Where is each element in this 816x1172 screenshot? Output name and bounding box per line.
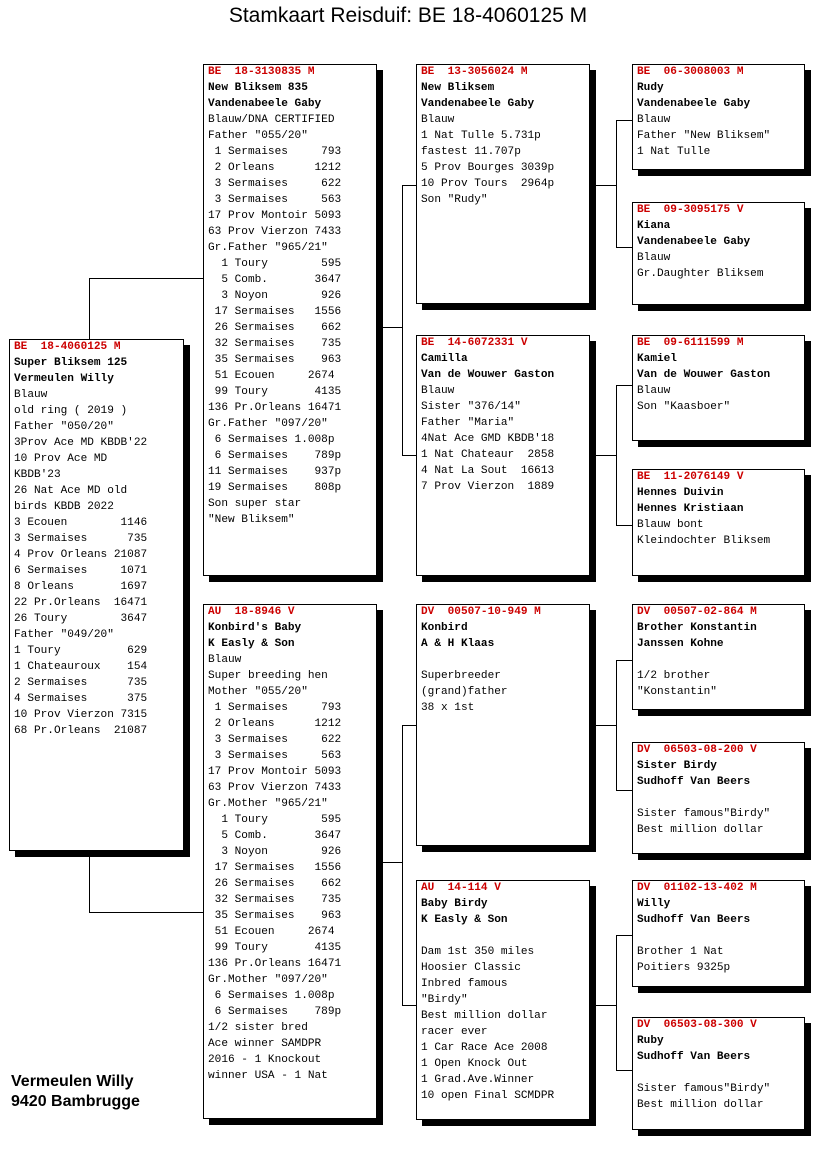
info-line: 17 Prov Montoir 5093 — [208, 766, 342, 778]
info-line: 1 Sermaises 793 — [208, 146, 342, 158]
info-line: 3 Sermaises 735 — [14, 533, 148, 545]
info-line: 22 Pr.Orleans 16471 — [14, 597, 148, 609]
pigeon-card — [416, 604, 590, 846]
info-line: 1 Nat Chateaur 2858 — [421, 449, 555, 461]
connector-line — [402, 725, 416, 726]
info-line: 4 Prov Orleans 21087 — [14, 549, 148, 561]
pigeon-card — [203, 64, 377, 576]
info-line — [421, 928, 585, 944]
info-line: 1 Open Knock Out — [421, 1058, 528, 1070]
info-line: Gr.Mother "097/20" — [208, 974, 328, 986]
info-line: 99 Toury 4135 — [208, 386, 342, 398]
info-line: 1 Toury 595 — [208, 814, 342, 826]
info-line: 3 Ecouen 1146 — [14, 517, 148, 529]
info-line: Poitiers 9325p — [637, 962, 731, 974]
info-line: Father "049/20" — [14, 629, 114, 641]
info-line: racer ever — [421, 1026, 488, 1038]
pigeon-name: Hennes Duivin — [637, 487, 724, 499]
info-line: Best million dollar — [637, 824, 764, 836]
info-line: 7 Prov Vierzon 1889 — [421, 481, 555, 493]
info-line: 63 Prov Vierzon 7433 — [208, 782, 342, 794]
info-line: Superbreeder — [421, 670, 501, 682]
info-line: 2 Orleans 1212 — [208, 718, 342, 730]
owner-name: K Easly & Son — [421, 914, 508, 926]
connector-line — [616, 660, 632, 661]
info-line: Dam 1st 350 miles — [421, 946, 535, 958]
connector-line — [616, 660, 617, 790]
info-line: Sister famous"Birdy" — [637, 808, 771, 820]
owner-name: Vandenabeele Gaby — [637, 98, 751, 110]
info-line: Best million dollar — [637, 1099, 764, 1111]
connector-line — [596, 725, 616, 726]
info-line — [637, 790, 800, 806]
ring-number: BE 09-3095175 V — [637, 204, 744, 216]
owner-name: A & H Klaas — [421, 638, 495, 650]
connector-line — [89, 278, 203, 279]
info-line: 136 Pr.Orleans 16471 — [208, 402, 342, 414]
info-line: 63 Prov Vierzon 7433 — [208, 226, 342, 238]
ring-number: BE 06-3008003 M — [637, 66, 744, 78]
info-line: Mother "055/20" — [208, 686, 308, 698]
pigeon-name: Konbird's Baby — [208, 622, 302, 634]
connector-line — [616, 120, 632, 121]
connector-line — [402, 455, 416, 456]
info-line: 6 Sermaises 1.008p — [208, 990, 335, 1002]
info-line: Blauw — [208, 654, 242, 666]
owner-name: Sudhoff Van Beers — [637, 1051, 751, 1063]
info-line: Blauw — [637, 252, 671, 264]
ring-number: DV 06503-08-200 V — [637, 744, 757, 756]
info-line — [637, 1065, 800, 1081]
pigeon-name: Camilla — [421, 353, 468, 365]
info-line: KBDB'23 — [14, 469, 61, 481]
ring-number: BE 09-6111599 M — [637, 337, 744, 349]
info-line: Son super star — [208, 498, 302, 510]
info-line: 10 Prov Tours 2964p — [421, 178, 555, 190]
pigeon-card — [632, 604, 805, 710]
connector-line — [402, 725, 403, 1005]
info-line: 26 Sermaises 662 — [208, 322, 342, 334]
pigeon-card — [416, 880, 590, 1120]
connector-line — [596, 1005, 616, 1006]
pigeon-name: Ruby — [637, 1035, 664, 1047]
pigeon-card — [416, 64, 590, 304]
info-line: Gr.Daughter Bliksem — [637, 268, 764, 280]
info-line: 19 Sermaises 808p — [208, 482, 342, 494]
info-line: 1/2 brother — [637, 670, 711, 682]
owner-name: Sudhoff Van Beers — [637, 776, 751, 788]
info-line: "New Bliksem" — [208, 514, 295, 526]
ring-number: BE 14-6072331 V — [421, 337, 528, 349]
pigeon-name: Rudy — [637, 82, 664, 94]
info-line: 4Nat Ace GMD KBDB'18 — [421, 433, 555, 445]
connector-line — [402, 185, 416, 186]
info-line: 1 Nat Tulle — [637, 146, 711, 158]
breeder-info — [11, 1072, 140, 1112]
pigeon-name: Brother Konstantin — [637, 622, 757, 634]
connector-line — [596, 455, 616, 456]
info-line: 8 Orleans 1697 — [14, 581, 148, 593]
pigeon-name: New Bliksem — [421, 82, 495, 94]
owner-name: Van de Wouwer Gaston — [421, 369, 555, 381]
info-line: 32 Sermaises 735 — [208, 894, 342, 906]
info-line: 35 Sermaises 963 — [208, 354, 342, 366]
connector-line — [89, 278, 90, 339]
connector-line — [616, 385, 617, 525]
connector-line — [402, 1005, 416, 1006]
owner-name: Vandenabeele Gaby — [421, 98, 535, 110]
pigeon-card — [632, 202, 805, 305]
breeder-address: 9420 Bambrugge — [11, 1093, 140, 1110]
info-line: birds KBDB 2022 — [14, 501, 114, 513]
connector-line — [616, 935, 617, 1070]
owner-name: Van de Wouwer Gaston — [637, 369, 771, 381]
ring-number: DV 01102-13-402 M — [637, 882, 757, 894]
connector-line — [616, 790, 632, 791]
connector-line — [616, 525, 632, 526]
connector-line — [616, 247, 632, 248]
info-line: Blauw — [14, 389, 48, 401]
connector-line — [383, 327, 402, 328]
info-line: 38 x 1st — [421, 702, 475, 714]
info-line: Inbred famous — [421, 978, 508, 990]
info-line: 35 Sermaises 963 — [208, 910, 342, 922]
info-line: fastest 11.707p — [421, 146, 521, 158]
pigeon-card — [632, 880, 805, 987]
owner-name: Hennes Kristiaan — [637, 503, 744, 515]
info-line: 6 Sermaises 789p — [208, 450, 342, 462]
info-line: Father "Maria" — [421, 417, 515, 429]
info-line: 2 Orleans 1212 — [208, 162, 342, 174]
info-line: 1/2 sister bred — [208, 1022, 308, 1034]
pigeon-name: Kiana — [637, 220, 671, 232]
info-line: 51 Ecouen 2674 — [208, 370, 335, 382]
pigeon-card — [632, 742, 805, 854]
info-line: Blauw — [637, 385, 671, 397]
info-line: 51 Ecouen 2674 — [208, 926, 335, 938]
pigeon-name: Baby Birdy — [421, 898, 488, 910]
pigeon-card — [203, 604, 377, 1119]
info-line: 136 Pr.Orleans 16471 — [208, 958, 342, 970]
info-line: 1 Nat Tulle 5.731p — [421, 130, 541, 142]
connector-line — [596, 185, 616, 186]
info-line: 32 Sermaises 735 — [208, 338, 342, 350]
info-line: 26 Sermaises 662 — [208, 878, 342, 890]
info-line: Super breeding hen — [208, 670, 328, 682]
ring-number: DV 00507-02-864 M — [637, 606, 757, 618]
info-line: 3Prov Ace MD KBDB'22 — [14, 437, 148, 449]
info-line: Brother 1 Nat — [637, 946, 724, 958]
info-line: 11 Sermaises 937p — [208, 466, 342, 478]
info-line: 6 Sermaises 789p — [208, 1006, 342, 1018]
info-line: Son "Kaasboer" — [637, 401, 731, 413]
page-title: Stamkaart Reisduif: BE 18-4060125 M — [228, 4, 588, 27]
owner-name: Sudhoff Van Beers — [637, 914, 751, 926]
owner-name: K Easly & Son — [208, 638, 295, 650]
info-line: Blauw — [421, 114, 455, 126]
pigeon-card — [632, 64, 805, 170]
pigeon-card — [632, 469, 805, 576]
connector-line — [616, 385, 632, 386]
info-line: 10 Prov Ace MD — [14, 453, 108, 465]
info-line: 17 Sermaises 1556 — [208, 306, 342, 318]
info-line: Best million dollar — [421, 1010, 548, 1022]
connector-line — [89, 851, 90, 912]
info-line: "Birdy" — [421, 994, 468, 1006]
info-line: Father "050/20" — [14, 421, 114, 433]
owner-name: Vandenabeele Gaby — [208, 98, 322, 110]
info-line: 26 Nat Ace MD old — [14, 485, 128, 497]
info-line: Blauw — [421, 385, 455, 397]
info-line: 17 Sermaises 1556 — [208, 862, 342, 874]
info-line: Gr.Mother "965/21" — [208, 798, 328, 810]
info-line: 3 Sermaises 622 — [208, 178, 342, 190]
info-line: 1 Chateauroux 154 — [14, 661, 148, 673]
info-line: 5 Prov Bourges 3039p — [421, 162, 555, 174]
pigeon-name: Super Bliksem 125 — [14, 357, 128, 369]
info-line: 4 Sermaises 375 — [14, 693, 148, 705]
info-line: 1 Car Race Ace 2008 — [421, 1042, 548, 1054]
info-line: 1 Sermaises 793 — [208, 702, 342, 714]
pigeon-name: Konbird — [421, 622, 468, 634]
info-line: 10 Prov Vierzon 7315 — [14, 709, 148, 721]
info-line: Hoosier Classic — [421, 962, 521, 974]
connector-line — [616, 1070, 632, 1071]
info-line: Father "New Bliksem" — [637, 130, 771, 142]
info-line: 3 Sermaises 563 — [208, 194, 342, 206]
info-line: 3 Sermaises 622 — [208, 734, 342, 746]
pigeon-name: Willy — [637, 898, 671, 910]
ring-number: BE 18-3130835 M — [208, 66, 315, 78]
info-line: 10 open Final SCMDPR — [421, 1090, 555, 1102]
info-line: 3 Sermaises 563 — [208, 750, 342, 762]
ring-number: AU 14-114 V — [421, 882, 501, 894]
owner-name: Vandenabeele Gaby — [637, 236, 751, 248]
connector-line — [616, 120, 617, 247]
info-line: Gr.Father "097/20" — [208, 418, 328, 430]
info-line: Ace winner SAMDPR — [208, 1038, 322, 1050]
pigeon-card — [632, 335, 805, 441]
info-line — [637, 652, 800, 668]
info-line: 1 Toury 629 — [14, 645, 148, 657]
info-line: Sister "376/14" — [421, 401, 521, 413]
connector-line — [383, 862, 402, 863]
ring-number: BE 13-3056024 M — [421, 66, 528, 78]
info-line: 3 Noyon 926 — [208, 290, 342, 302]
info-line: 3 Noyon 926 — [208, 846, 342, 858]
info-line — [421, 652, 585, 668]
info-line: 4 Nat La Sout 16613 — [421, 465, 555, 477]
owner-name: Vermeulen Willy — [14, 373, 114, 385]
connector-line — [89, 912, 203, 913]
info-line: winner USA - 1 Nat — [208, 1070, 328, 1082]
owner-name: Janssen Kohne — [637, 638, 724, 650]
info-line: 5 Comb. 3647 — [208, 274, 342, 286]
info-line: Gr.Father "965/21" — [208, 242, 328, 254]
info-line: old ring ( 2019 ) — [14, 405, 128, 417]
info-line: Blauw/DNA CERTIFIED — [208, 114, 335, 126]
pigeon-name: New Bliksem 835 — [208, 82, 308, 94]
info-line: 2016 - 1 Knockout — [208, 1054, 322, 1066]
info-line: 6 Sermaises 1.008p — [208, 434, 335, 446]
pigeon-card — [416, 335, 590, 576]
ring-number: BE 18-4060125 M — [14, 341, 121, 353]
info-line: Sister famous"Birdy" — [637, 1083, 771, 1095]
ring-number: DV 06503-08-300 V — [637, 1019, 757, 1031]
info-line: 17 Prov Montoir 5093 — [208, 210, 342, 222]
info-line: 1 Grad.Ave.Winner — [421, 1074, 535, 1086]
info-line: 1 Toury 595 — [208, 258, 342, 270]
info-line: (grand)father — [421, 686, 508, 698]
ring-number: BE 11-2076149 V — [637, 471, 744, 483]
info-line: 68 Pr.Orleans 21087 — [14, 725, 148, 737]
info-line: 6 Sermaises 1071 — [14, 565, 148, 577]
info-line: 5 Comb. 3647 — [208, 830, 342, 842]
ring-number: AU 18-8946 V — [208, 606, 295, 618]
connector-line — [616, 935, 632, 936]
info-line: Blauw bont — [637, 519, 704, 531]
info-line: Father "055/20" — [208, 130, 308, 142]
pigeon-name: Kamiel — [637, 353, 677, 365]
info-line: 99 Toury 4135 — [208, 942, 342, 954]
connector-line — [402, 185, 403, 455]
info-line: Son "Rudy" — [421, 194, 488, 206]
info-line — [637, 928, 800, 944]
pigeon-card — [9, 339, 184, 851]
info-line: "Konstantin" — [637, 686, 717, 698]
pigeon-card — [632, 1017, 805, 1130]
breeder-name: Vermeulen Willy — [11, 1073, 134, 1090]
ring-number: DV 00507-10-949 M — [421, 606, 541, 618]
info-line: 2 Sermaises 735 — [14, 677, 148, 689]
info-line: Blauw — [637, 114, 671, 126]
info-line: Kleindochter Bliksem — [637, 535, 771, 547]
pigeon-name: Sister Birdy — [637, 760, 717, 772]
info-line: 26 Toury 3647 — [14, 613, 148, 625]
